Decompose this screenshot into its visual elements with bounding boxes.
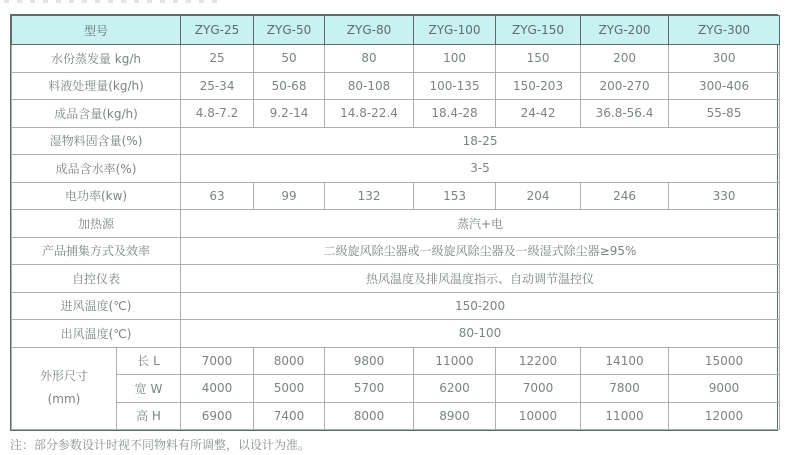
row-label: 料液处理量(kg/h) — [12, 72, 181, 100]
column-header: ZYG-80 — [325, 16, 414, 45]
row-label: 自控仪表 — [12, 265, 181, 293]
cell: 200-270 — [581, 72, 669, 100]
cell: 300-406 — [669, 72, 780, 100]
cell: 5700 — [325, 375, 414, 403]
cell: 7400 — [254, 402, 325, 430]
table-row — [12, 100, 780, 128]
cell: 55-85 — [669, 100, 780, 128]
cell: 4.8-7.2 — [181, 100, 254, 128]
dimensions-label-line1: 外形尺寸 — [39, 369, 88, 384]
cell: 300 — [669, 45, 780, 73]
dimensions-label-line2: (mm) — [47, 392, 81, 407]
table-row — [12, 375, 780, 403]
cell: 24-42 — [496, 100, 581, 128]
cell: 150 — [496, 45, 581, 73]
cell: 14100 — [581, 347, 669, 375]
table-row — [12, 402, 780, 430]
cell: 6200 — [414, 375, 496, 403]
table-header-row — [12, 16, 780, 45]
cell-span: 3-5 — [181, 155, 780, 183]
cell: 6900 — [181, 402, 254, 430]
table-row — [12, 127, 780, 155]
cell: 200 — [581, 45, 669, 73]
cell: 153 — [414, 182, 496, 210]
row-label: 水份蒸发量 kg/h — [12, 45, 181, 73]
cell: 100 — [414, 45, 496, 73]
cell: 7000 — [496, 375, 581, 403]
cell: 9.2-14 — [254, 100, 325, 128]
table-row — [12, 182, 780, 210]
cell: 99 — [254, 182, 325, 210]
cell: 9800 — [325, 347, 414, 375]
cell: 10000 — [496, 402, 581, 430]
cell-span: 150-200 — [181, 292, 780, 320]
cell: 14.8-22.4 — [325, 100, 414, 128]
cell: 12000 — [669, 402, 780, 430]
spec-table-wrapper — [10, 14, 778, 431]
row-label: 出风温度(℃) — [12, 320, 181, 348]
cell-span: 二级旋风除尘器或一级旋风除尘器及一级湿式除尘器≥95% — [181, 237, 780, 265]
cell: 4000 — [181, 375, 254, 403]
table-row — [12, 237, 780, 265]
cell: 204 — [496, 182, 581, 210]
header-model-label: 型号 — [12, 16, 181, 45]
cell: 132 — [325, 182, 414, 210]
table-row — [12, 72, 780, 100]
cell: 80 — [325, 45, 414, 73]
cell: 330 — [669, 182, 780, 210]
table-row — [12, 155, 780, 183]
cell: 9000 — [669, 375, 780, 403]
cell: 18.4-28 — [414, 100, 496, 128]
cell: 8900 — [414, 402, 496, 430]
row-label: 成品含量(kg/h) — [12, 100, 181, 128]
table-row — [12, 45, 780, 73]
cell: 63 — [181, 182, 254, 210]
row-label: 成品含水率(%) — [12, 155, 181, 183]
column-header: ZYG-50 — [254, 16, 325, 45]
cell: 50 — [254, 45, 325, 73]
cell-span: 18-25 — [181, 127, 780, 155]
column-header: ZYG-200 — [581, 16, 669, 45]
row-label: 湿物料固含量(%) — [12, 127, 181, 155]
table-row — [12, 347, 780, 375]
spec-table — [11, 15, 780, 430]
footnote: 注：部分参数设计时视不同物料有所调整，以设计为准。 — [10, 438, 311, 452]
cell: 100-135 — [414, 72, 496, 100]
cell-span: 热风温度及排风温度指示、自动调节温控仪 — [181, 265, 780, 293]
row-label: 电功率(kw) — [12, 182, 181, 210]
column-header: ZYG-100 — [414, 16, 496, 45]
row-label: 产品捕集方式及效率 — [12, 237, 181, 265]
dimensions-label — [12, 347, 117, 430]
column-header: ZYG-300 — [669, 16, 780, 45]
table-row — [12, 210, 780, 238]
cell: 80-108 — [325, 72, 414, 100]
cell: 8000 — [325, 402, 414, 430]
row-label: 加热源 — [12, 210, 181, 238]
column-header: ZYG-25 — [181, 16, 254, 45]
dimension-sub-label: 长 L — [117, 347, 181, 375]
cell: 7800 — [581, 375, 669, 403]
row-label: 进风温度(℃) — [12, 292, 181, 320]
cell: 11000 — [414, 347, 496, 375]
clipped-text-remnant — [4, 0, 219, 3]
cell: 12200 — [496, 347, 581, 375]
cell: 150-203 — [496, 72, 581, 100]
cell: 8000 — [254, 347, 325, 375]
cell: 7000 — [181, 347, 254, 375]
cell: 246 — [581, 182, 669, 210]
cell: 25 — [181, 45, 254, 73]
cell: 11000 — [581, 402, 669, 430]
cell-span: 蒸汽+电 — [181, 210, 780, 238]
cell: 15000 — [669, 347, 780, 375]
dimension-sub-label: 宽 W — [117, 375, 181, 403]
cell: 25-34 — [181, 72, 254, 100]
cell: 36.8-56.4 — [581, 100, 669, 128]
dimension-sub-label: 高 H — [117, 402, 181, 430]
column-header: ZYG-150 — [496, 16, 581, 45]
cell-span: 80-100 — [181, 320, 780, 348]
cell: 5000 — [254, 375, 325, 403]
table-row — [12, 320, 780, 348]
cell: 50-68 — [254, 72, 325, 100]
table-row — [12, 292, 780, 320]
table-row — [12, 265, 780, 293]
